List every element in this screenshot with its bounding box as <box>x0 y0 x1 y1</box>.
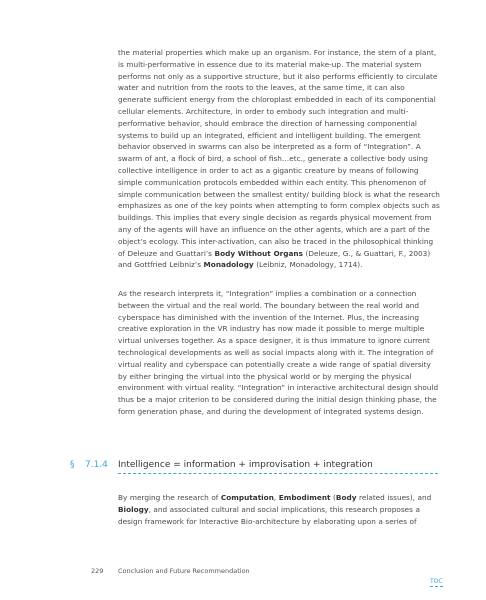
paragraph-text: By merging the research of <box>118 493 221 502</box>
paragraph-text: related issues), and <box>356 493 432 502</box>
paragraph-text: the material properties which make up an organism. For instance, the stem of a plant, is multi-performative in essence due to its material make-up. The material system performs not only as a supportive structure, but it also performs efficiently to circulate water and nutrition from the roots to the leaves, at the same time, it can also generate sufficient energy from the chloroplast embedded in each of its componential cellular elements. Architecture, in order to embody such integration and multi-performative behavior, should embrace the direction of harnessing componential systems to build up an integrated, efficient and intelligent building. The emergent behavior observed in swarms can also be interpreted as a form of “Integration”. A swarm of ant, a flock of bird, a school of fish…etc., generate a collective body using collective intelligence in order to act as a gigantic creature by means of following simple communication protocols embedded within each entity. This phenomenon of simple communication between the smallest entity/ building block is what the research emphasizes as one of the key points when attempting to form complex objects such as buildings. This implies that every single decision as regards physical movement from any of the agents will have an influence on the other agents, which are a part of the object’s ecology. This inter-activation, can also be traced in the philosophical thinking of Deleuze and Guattari’s <box>118 48 440 258</box>
emphasis-text: Body Without Organs <box>214 248 303 258</box>
section-divider <box>118 473 438 474</box>
section-title: Intelligence = information + improvisation + integration <box>118 460 373 470</box>
body-paragraph-3 <box>118 492 440 527</box>
emphasis-text: Monadology <box>203 260 254 270</box>
body-paragraph-2: As the research interprets it, “Integration” implies a combination or a connection between the virtual and the real world. The boundary between the real world and cyberspace has diminished with the invention of the Internet. Plus, the increasing creative exploration in the VR industry has now made it possible to merge multiple virtual universes together. As a space designer, it is thus immature to ignore current technological developments as well as social impacts along with it. The integration of virtual reality and cyberspace can potentially create a wide range of spatial diversity by either bringing the virtual into the physical world or by merging the physical environment with virtual reality. “Integration” in interactive architectural design should thus be a major criterion to be considered during the initial design thinking phase, the form generation phase, and during the development of integrated systems design. <box>118 289 439 416</box>
paragraph-text: , <box>273 493 279 502</box>
footer-chapter-title: Conclusion and Future Recommendation <box>118 567 250 575</box>
emphasis-text: Body <box>335 493 357 502</box>
body-paragraph-1 <box>118 47 440 271</box>
emphasis-text: Embodiment <box>278 493 331 502</box>
paragraph-text: (Deleuze, G., & Guattari, F., 2003) and Gottfried Leibniz’s <box>118 248 431 270</box>
emphasis-text: Biology <box>118 504 149 514</box>
page-number: 229 <box>91 567 104 575</box>
paragraph-text: (Leibniz, Monadology, 1714). <box>253 260 363 270</box>
paragraph-text: ( <box>330 493 336 502</box>
section-number: 7.1.4 <box>85 460 108 470</box>
emphasis-text: Computation <box>220 493 274 502</box>
toc-link[interactable]: TOC <box>430 578 443 585</box>
paragraph-text: , and associated cultural and social implications, this research proposes a design framework for Interactive Bio-architecture by elaborating upon a series of <box>118 504 420 526</box>
section-symbol: § <box>70 460 75 470</box>
